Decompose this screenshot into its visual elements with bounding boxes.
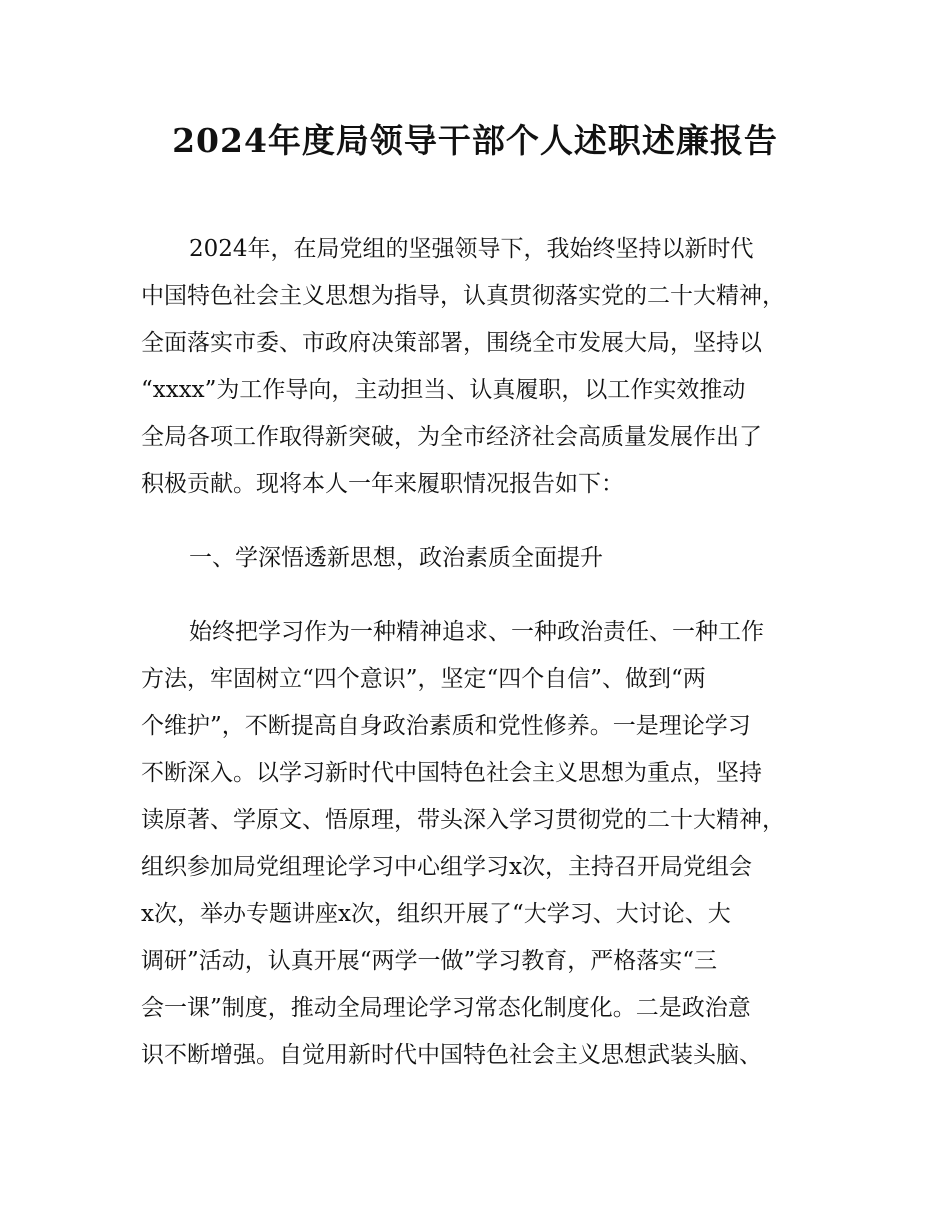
text-line: x次，举办专题讲座x次，组织开展了“大学习、大讨论、大 xyxy=(141,901,731,927)
text-line: 调研”活动，认真开展“两学一做”学习教育，严格落实“三 xyxy=(141,948,718,974)
text-line: 不断深入。以学习新时代中国特色社会主义思想为重点，坚持 xyxy=(141,760,762,786)
text-line: 识不断增强。自觉用新时代中国特色社会主义思想武装头脑、 xyxy=(141,1042,762,1068)
text-line: 积极贡献。现将本人一年来履职情况报告如下： xyxy=(141,471,624,497)
text-line: 个维护”，不断提高自身政治素质和党性修养。一是理论学习 xyxy=(141,713,751,739)
paragraph-spacing xyxy=(141,582,831,609)
text-line: 方法，牢固树立“四个意识”，坚定“四个自信”、做到“两 xyxy=(141,666,706,692)
text-line: 中国特色社会主义思想为指导，认真贯彻落实党的二十大精神， xyxy=(141,283,785,309)
text-line: “xxxx”为工作导向，主动担当、认真履职，以工作实效推动 xyxy=(141,377,746,403)
text-line: 2024年，在局党组的坚强领导下，我始终坚持以新时代 xyxy=(189,236,754,262)
text-line: 始终把学习作为一种精神追求、一种政治责任、一种工作 xyxy=(189,619,764,645)
document-title: 2024年度局领导干部个人述职述廉报告 xyxy=(172,121,778,160)
text-line: 组织参加局党组理论学习中心组学习x次，主持召开局党组会 xyxy=(141,854,752,880)
paragraph-intro xyxy=(141,226,831,508)
section-heading xyxy=(141,535,831,582)
text-line: 读原著、学原文、悟原理，带头深入学习贯彻党的二十大精神， xyxy=(141,807,785,833)
heading-line: 一、学深悟透新思想，政治素质全面提升 xyxy=(189,545,603,571)
text-line: 全面落实市委、市政府决策部署，围绕全市发展大局，坚持以 xyxy=(141,330,762,356)
document-body xyxy=(141,226,831,1079)
paragraph-spacing xyxy=(141,508,831,535)
paragraph-study xyxy=(141,609,831,1079)
text-line: 全局各项工作取得新突破，为全市经济社会高质量发展作出了 xyxy=(141,424,762,450)
text-line: 会一课”制度，推动全局理论学习常态化制度化。二是政治意 xyxy=(141,995,751,1021)
